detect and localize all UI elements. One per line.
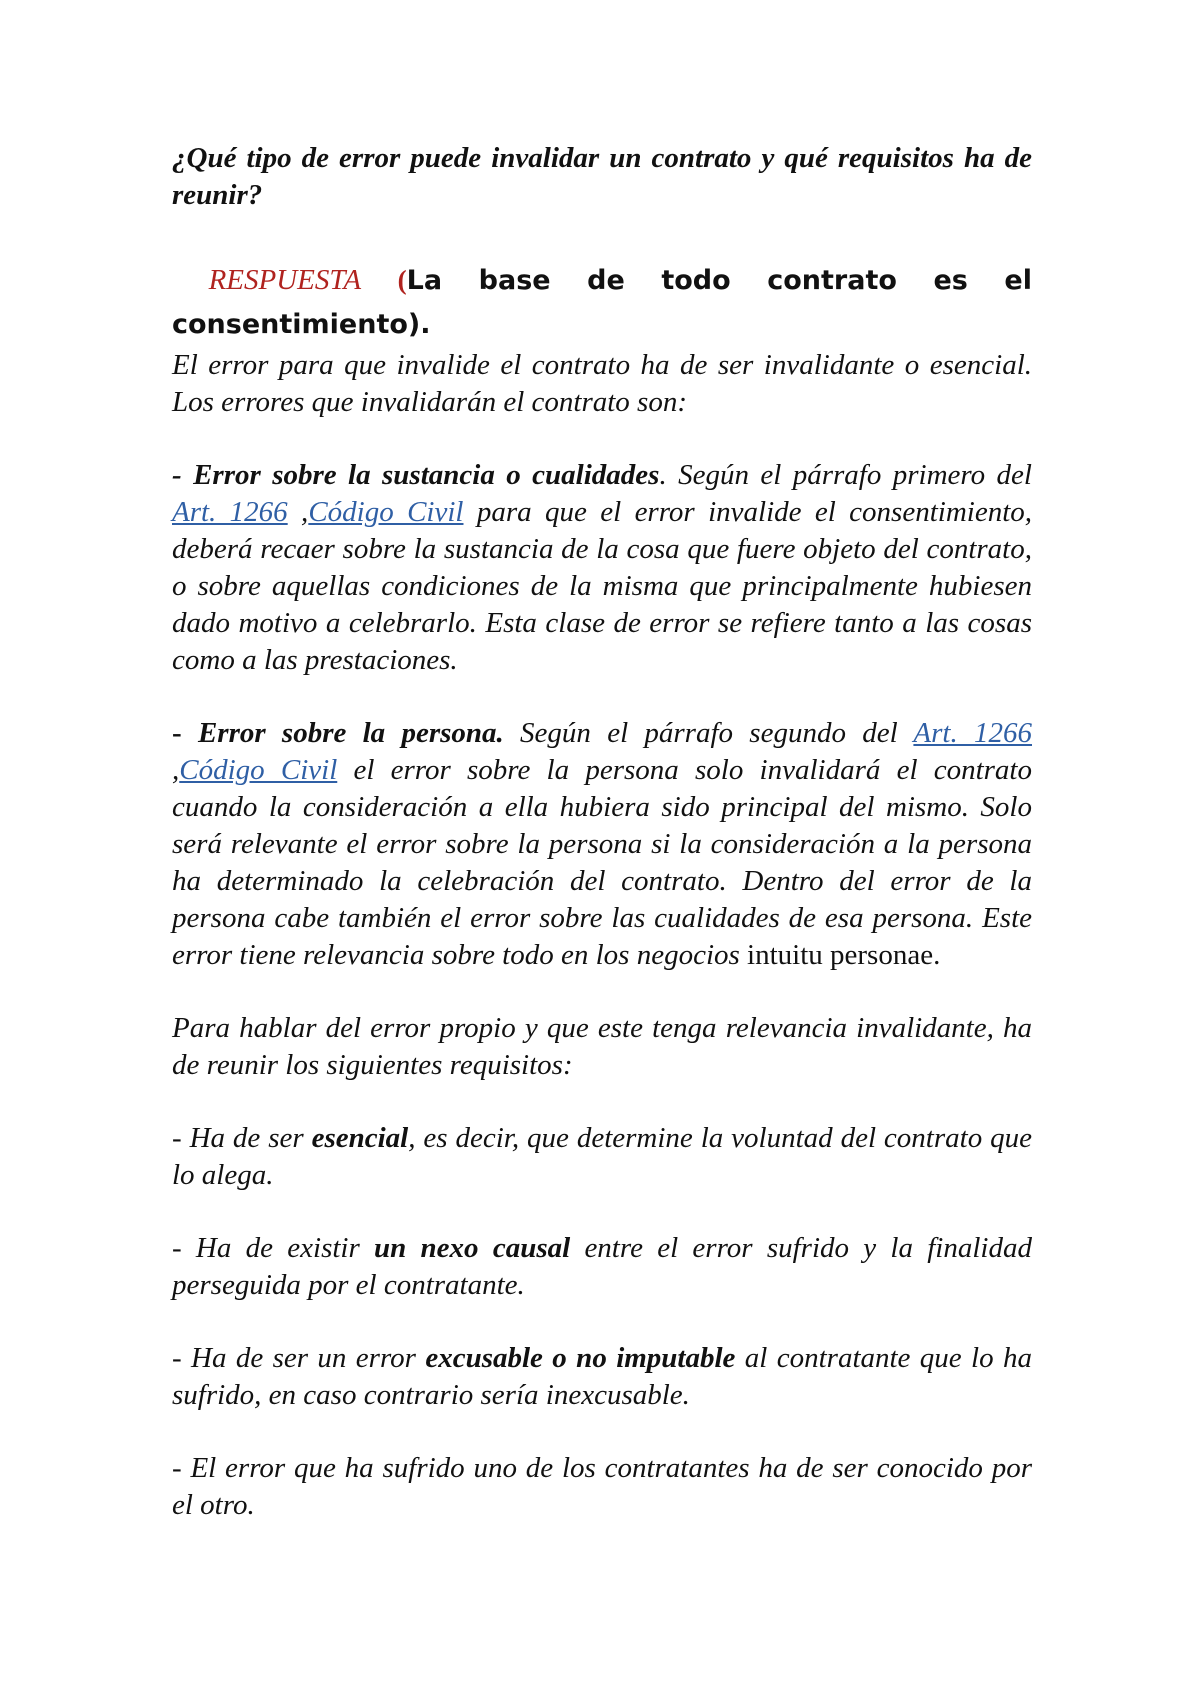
respuesta-line <box>172 258 1032 347</box>
intro-paragraph: El error para que invalide el contrato ha de ser invalidante o esencial. Los errores que invalidarán el contrato son: <box>172 349 1032 418</box>
sustancia-title: Error sobre la sustancia o cualidades <box>193 459 660 491</box>
requisitos-intro: Para hablar del error propio y que este tenga relevancia invalidante, ha de reunir los siguientes requisitos: <box>172 1012 1032 1081</box>
req2-bold: un nexo causal <box>374 1232 571 1264</box>
persona-latin: intuitu personae. <box>747 939 941 971</box>
respuesta-label: RESPUESTA <box>208 264 362 296</box>
req2-post: entre el error sufrido y la finalidad perseguida por el contratante. <box>172 1232 1032 1301</box>
sustancia-text2: para que el error invalide el consentimiento, deberá recaer sobre la sustancia de la cosa que fuere objeto del contrato, o sobre aquellas condiciones de la misma que principalmente hubiesen dado motivo a celebrarlo. Esta clase de error se refiere tanto a las cosas como a las prestaciones. <box>172 496 1033 676</box>
sustancia-text1: . Según el párrafo primero del <box>659 459 1032 491</box>
sustancia-dash: - <box>172 459 194 491</box>
respuesta-open-paren: ( <box>397 265 407 295</box>
sustancia-paragraph <box>172 457 1032 679</box>
persona-title: Error sobre la persona. <box>197 717 504 749</box>
question-heading: ¿Qué tipo de error puede invalidar un contrato y qué requisitos ha de reunir? <box>172 142 1032 211</box>
requisito-nexo <box>172 1230 1032 1304</box>
requisito-conocido: - El error que ha sufrido uno de los contratantes ha de ser conocido por el otro. <box>172 1452 1032 1521</box>
req3-pre: - Ha de ser un error <box>172 1342 426 1374</box>
sustancia-art-link[interactable]: Art. 1266 <box>172 496 288 528</box>
requisito-excusable <box>172 1340 1032 1414</box>
req1-pre: - Ha de ser <box>172 1122 312 1154</box>
req3-bold: excusable o no imputable <box>425 1342 736 1374</box>
persona-text2: el error sobre la persona solo invalidará el contrato cuando la consideración a ella hubiera sido principal del mismo. Solo será relevante el error sobre la persona si la consideración a la persona ha determinado la celebración del contrato. Dentro del error de la persona cabe también el error sobre las cualidades de esa persona. Este error tiene relevancia sobre todo en los negocios <box>172 754 1032 971</box>
persona-sep: , <box>172 754 180 786</box>
respuesta-text: La base de todo contrato es el consentimiento). <box>172 265 1033 340</box>
requisito-esencial <box>172 1120 1032 1194</box>
req2-pre: - Ha de existir <box>172 1232 375 1264</box>
document-page <box>172 140 1032 1560</box>
persona-text1: Según el párrafo segundo del <box>503 717 914 749</box>
persona-art-link[interactable]: Art. 1266 <box>913 717 1032 749</box>
req1-bold: esencial <box>311 1122 409 1154</box>
req1-post: , es decir, que determine la voluntad del contrato que lo alega. <box>172 1122 1032 1191</box>
persona-paragraph <box>172 715 1032 974</box>
req3-post: al contratante que lo ha sufrido, en caso contrario sería inexcusable. <box>172 1342 1032 1411</box>
persona-code-link[interactable]: Código Civil <box>179 754 338 786</box>
sustancia-code-link[interactable]: Código Civil <box>308 496 464 528</box>
sustancia-sep: , <box>287 496 309 528</box>
persona-dash: - <box>172 717 198 749</box>
